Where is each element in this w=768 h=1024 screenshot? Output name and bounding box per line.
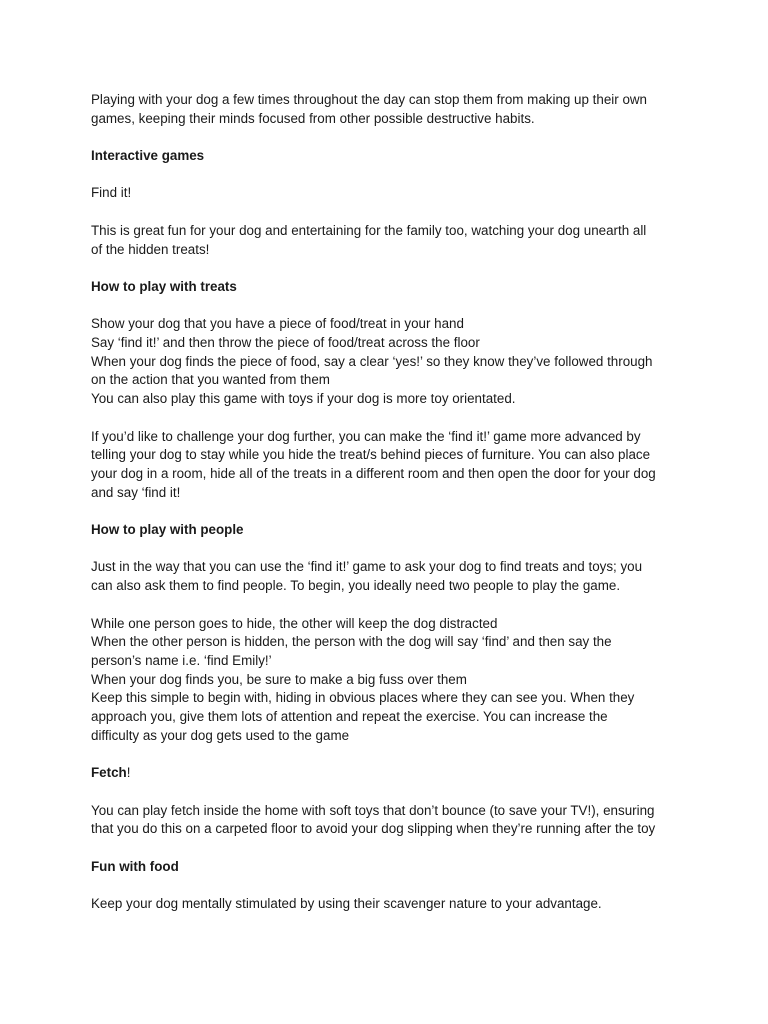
text-line: You can also play this game with toys if your dog is more toy orientated. [91, 391, 516, 407]
text-line: When the other person is hidden, the person with the dog will say ‘find’ and then say the [91, 634, 612, 650]
text-line: games, keeping their minds focused from other possible destructive habits. [91, 110, 535, 126]
section-heading-treats [91, 278, 708, 297]
text-line: Find it! [91, 185, 132, 201]
section-heading-people [91, 521, 708, 540]
text-line: You can play fetch inside the home with soft toys that don’t bounce (to save your TV!), ensuring [91, 802, 655, 818]
text-line: person’s name i.e. ‘find Emily!’ [91, 652, 272, 668]
fetch-paragraph [91, 802, 708, 839]
text-line: that you do this on a carpeted floor to avoid your dog slipping when they’re running after the toy [91, 821, 656, 837]
heading-text: How to play with people [91, 522, 244, 538]
treats-steps [91, 315, 708, 409]
text-line: Show your dog that you have a piece of food/treat in your hand [91, 316, 464, 332]
text-line: can also ask them to find people. To begin, you ideally need two people to play the game. [91, 578, 621, 594]
food-paragraph [91, 895, 708, 914]
heading-suffix: ! [126, 765, 131, 781]
heading-text: Fetch [91, 765, 127, 781]
section-heading-food [91, 858, 708, 877]
text-line: When your dog finds the piece of food, say a clear ‘yes!’ so they know they’ve followed through [91, 353, 653, 369]
people-steps [91, 615, 708, 746]
intro-paragraph [91, 91, 708, 128]
text-line: difficulty as your dog gets used to the game [91, 727, 350, 743]
heading-text: Interactive games [91, 148, 205, 164]
text-line: Just in the way that you can use the ‘find it!’ game to ask your dog to find treats and toys; you [91, 559, 643, 575]
heading-line [91, 764, 708, 783]
heading-text: How to play with treats [91, 278, 237, 294]
heading-text: Fun with food [91, 858, 179, 874]
text-line: Playing with your dog a few times throughout the day can stop them from making up their own [91, 92, 648, 107]
text-line: telling your dog to stay while you hide the treat/s behind pieces of furniture. You can also place [91, 447, 651, 463]
text-line: approach you, give them lots of attention and repeat the exercise. You can increase the [91, 709, 608, 725]
subheading-find-it [91, 184, 708, 203]
treats-advanced-paragraph [91, 428, 708, 503]
text-line: When your dog finds you, be sure to make a big fuss over them [91, 671, 467, 687]
text-line: Say ‘find it!’ and then throw the piece of food/treat across the floor [91, 335, 480, 351]
text-line: on the action that you wanted from them [91, 372, 330, 388]
find-it-paragraph [91, 222, 708, 259]
text-line: This is great fun for your dog and entertaining for the family too, watching your dog unearth all [91, 222, 647, 238]
text-line: While one person goes to hide, the other will keep the dog distracted [91, 615, 498, 631]
text-line: your dog in a room, hide all of the treats in a different room and then open the door for your dog [91, 465, 656, 481]
section-heading-interactive-games [91, 147, 708, 166]
text-line: If you’d like to challenge your dog further, you can make the ‘find it!’ game more advanced by [91, 428, 641, 444]
people-intro-paragraph [91, 558, 708, 595]
text-line: Keep your dog mentally stimulated by using their scavenger nature to your advantage. [91, 896, 602, 912]
text-line: of the hidden treats! [91, 241, 210, 257]
text-line: and say ‘find it! [91, 484, 181, 500]
text-line: Keep this simple to begin with, hiding in obvious places where they can see you. When they [91, 690, 635, 706]
section-heading-fetch [91, 764, 708, 783]
